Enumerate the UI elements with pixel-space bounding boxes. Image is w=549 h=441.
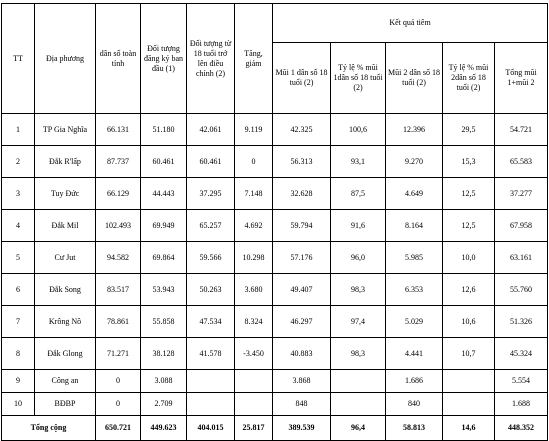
cell-tyle2: 29,5 [443, 114, 495, 146]
cell-mui2: 6.353 [386, 274, 443, 306]
cell-tyle1 [331, 393, 386, 416]
cell-tang-giam: 9.119 [235, 114, 273, 146]
cell-name: Tuy Đức [35, 178, 96, 210]
total-tang-giam: 25.817 [235, 416, 273, 441]
cell-name: TP Gia Nghĩa [35, 114, 96, 146]
cell-tyle2: 10,0 [443, 242, 495, 274]
header-row-1 [2, 4, 548, 43]
cell-name: Đắk R'lấp [35, 146, 96, 178]
cell-mui1: 40.883 [273, 338, 331, 370]
cell-tt: 6 [2, 274, 35, 306]
total-dang-ky: 449.623 [141, 416, 187, 441]
cell-tyle1: 100,6 [331, 114, 386, 146]
cell-tang-giam: 8.324 [235, 306, 273, 338]
total-dieu-chinh: 404.015 [187, 416, 235, 441]
cell-tang-giam: 7.148 [235, 178, 273, 210]
cell-dang-ky: 51.180 [141, 114, 187, 146]
cell-mui2: 4.649 [386, 178, 443, 210]
cell-tyle2 [443, 393, 495, 416]
cell-dieu-chinh: 50.263 [187, 274, 235, 306]
cell-dang-ky: 38.128 [141, 338, 187, 370]
cell-tang-giam: 10.298 [235, 242, 273, 274]
cell-dang-ky: 2.709 [141, 393, 187, 416]
total-row [2, 416, 548, 441]
cell-tt: 1 [2, 114, 35, 146]
cell-mui1: 59.794 [273, 210, 331, 242]
table-row [2, 274, 548, 306]
cell-tyle1: 98,3 [331, 338, 386, 370]
cell-mui1: 57.176 [273, 242, 331, 274]
cell-dang-ky: 69.949 [141, 210, 187, 242]
cell-tt: 7 [2, 306, 35, 338]
total-mui2: 58.813 [386, 416, 443, 441]
cell-mui1: 49.407 [273, 274, 331, 306]
cell-name: Đắk Mil [35, 210, 96, 242]
cell-dieu-chinh: 59.566 [187, 242, 235, 274]
cell-tang-giam: 0 [235, 146, 273, 178]
cell-dieu-chinh: 41.578 [187, 338, 235, 370]
cell-tang-giam [235, 393, 273, 416]
table-row [2, 338, 548, 370]
cell-tyle2: 12,6 [443, 274, 495, 306]
total-dan-so: 650.721 [96, 416, 141, 441]
cell-tong: 37.277 [495, 178, 548, 210]
header-mui2: Mũi 2 dân số 18 tuổi (2) [386, 43, 443, 114]
cell-dang-ky: 44.443 [141, 178, 187, 210]
cell-mui1: 46.297 [273, 306, 331, 338]
cell-tt: 8 [2, 338, 35, 370]
cell-tt: 5 [2, 242, 35, 274]
header-dia-phuong: Địa phương [35, 4, 96, 114]
cell-mui2: 8.164 [386, 210, 443, 242]
cell-tong: 67.958 [495, 210, 548, 242]
total-label: Tổng cộng [2, 416, 96, 441]
header-tang-giam: Tăng, giảm [235, 4, 273, 114]
cell-tt: 9 [2, 370, 35, 393]
cell-name: BĐBP [35, 393, 96, 416]
cell-dieu-chinh [187, 370, 235, 393]
cell-tyle1: 96,0 [331, 242, 386, 274]
header-ket-qua-tiem: Kết quả tiêm [273, 4, 548, 43]
cell-dieu-chinh: 60.461 [187, 146, 235, 178]
vaccination-results-table [1, 3, 548, 441]
cell-mui2: 5.029 [386, 306, 443, 338]
cell-dieu-chinh [187, 393, 235, 416]
header-tong: Tổng mũi 1+mũi 2 [495, 43, 548, 114]
cell-dan-so: 0 [96, 370, 141, 393]
cell-dieu-chinh: 47.534 [187, 306, 235, 338]
cell-tang-giam: 3.680 [235, 274, 273, 306]
cell-tt: 4 [2, 210, 35, 242]
table-row [2, 114, 548, 146]
cell-tyle2: 10,7 [443, 338, 495, 370]
cell-dang-ky: 55.858 [141, 306, 187, 338]
cell-mui1: 42.325 [273, 114, 331, 146]
cell-dan-so: 66.131 [96, 114, 141, 146]
table-row [2, 178, 548, 210]
table-row [2, 306, 548, 338]
header-tyle2: Tỷ lệ % mũi 2dân số 18 tuổi (2) [443, 43, 495, 114]
cell-mui1: 56.313 [273, 146, 331, 178]
cell-name: Cư Jut [35, 242, 96, 274]
cell-dan-so: 71.271 [96, 338, 141, 370]
cell-dan-so: 0 [96, 393, 141, 416]
cell-mui1: 3.868 [273, 370, 331, 393]
cell-tong: 63.161 [495, 242, 548, 274]
cell-mui2: 5.985 [386, 242, 443, 274]
cell-mui2: 4.441 [386, 338, 443, 370]
cell-name: Công an [35, 370, 96, 393]
header-mui1: Mũi 1 dân số 18 tuổi (2) [273, 43, 331, 114]
cell-tong: 55.760 [495, 274, 548, 306]
cell-tt: 2 [2, 146, 35, 178]
header-tyle1: Tỷ lệ % mũi 1dân số 18 tuổi (2) [331, 43, 386, 114]
header-dang-ky: Đối tượng đăng ký ban đầu (1) [141, 4, 187, 114]
cell-tong: 54.721 [495, 114, 548, 146]
cell-tong: 45.324 [495, 338, 548, 370]
cell-dang-ky: 3.088 [141, 370, 187, 393]
table-row [2, 146, 548, 178]
cell-tang-giam [235, 370, 273, 393]
cell-tyle1: 87,5 [331, 178, 386, 210]
cell-mui2: 840 [386, 393, 443, 416]
cell-tyle2: 15,3 [443, 146, 495, 178]
cell-tyle2: 12,5 [443, 210, 495, 242]
table-row [2, 393, 548, 416]
cell-tong: 5.554 [495, 370, 548, 393]
cell-dang-ky: 69.864 [141, 242, 187, 274]
cell-dieu-chinh: 42.061 [187, 114, 235, 146]
cell-tyle1: 98,3 [331, 274, 386, 306]
cell-tyle2: 10,6 [443, 306, 495, 338]
total-tong: 448.352 [495, 416, 548, 441]
cell-mui2: 1.686 [386, 370, 443, 393]
cell-mui2: 9.270 [386, 146, 443, 178]
total-mui1: 389.539 [273, 416, 331, 441]
cell-tyle1: 97,4 [331, 306, 386, 338]
cell-tyle1: 93,1 [331, 146, 386, 178]
cell-tt: 3 [2, 178, 35, 210]
cell-dan-so: 87.737 [96, 146, 141, 178]
cell-dan-so: 78.861 [96, 306, 141, 338]
cell-dan-so: 83.517 [96, 274, 141, 306]
header-dieu-chinh: Đối tượng từ 18 tuổi trở lên điều chỉnh (2) [187, 4, 235, 114]
cell-name: Đắk Glong [35, 338, 96, 370]
cell-tang-giam: 4.692 [235, 210, 273, 242]
cell-tyle2: 12,5 [443, 178, 495, 210]
cell-tong: 1.688 [495, 393, 548, 416]
cell-tyle1 [331, 370, 386, 393]
total-tyle1: 96,4 [331, 416, 386, 441]
total-tyle2: 14,6 [443, 416, 495, 441]
cell-tong: 65.583 [495, 146, 548, 178]
cell-tong: 51.326 [495, 306, 548, 338]
cell-tang-giam: -3.450 [235, 338, 273, 370]
cell-dieu-chinh: 37.295 [187, 178, 235, 210]
header-tt: TT [2, 4, 35, 114]
table-row [2, 210, 548, 242]
cell-tyle2 [443, 370, 495, 393]
cell-dang-ky: 53.943 [141, 274, 187, 306]
cell-mui1: 848 [273, 393, 331, 416]
cell-name: Krông Nô [35, 306, 96, 338]
cell-mui1: 32.628 [273, 178, 331, 210]
cell-dang-ky: 60.461 [141, 146, 187, 178]
cell-dan-so: 94.582 [96, 242, 141, 274]
cell-dieu-chinh: 65.257 [187, 210, 235, 242]
header-dan-so: dân số toàn tỉnh [96, 4, 141, 114]
cell-mui2: 12.396 [386, 114, 443, 146]
table-row [2, 370, 548, 393]
cell-tyle1: 91,6 [331, 210, 386, 242]
cell-name: Đắk Song [35, 274, 96, 306]
cell-dan-so: 102.493 [96, 210, 141, 242]
table-row [2, 242, 548, 274]
vaccination-table-container [1, 3, 547, 432]
cell-tt: 10 [2, 393, 35, 416]
cell-dan-so: 66.129 [96, 178, 141, 210]
